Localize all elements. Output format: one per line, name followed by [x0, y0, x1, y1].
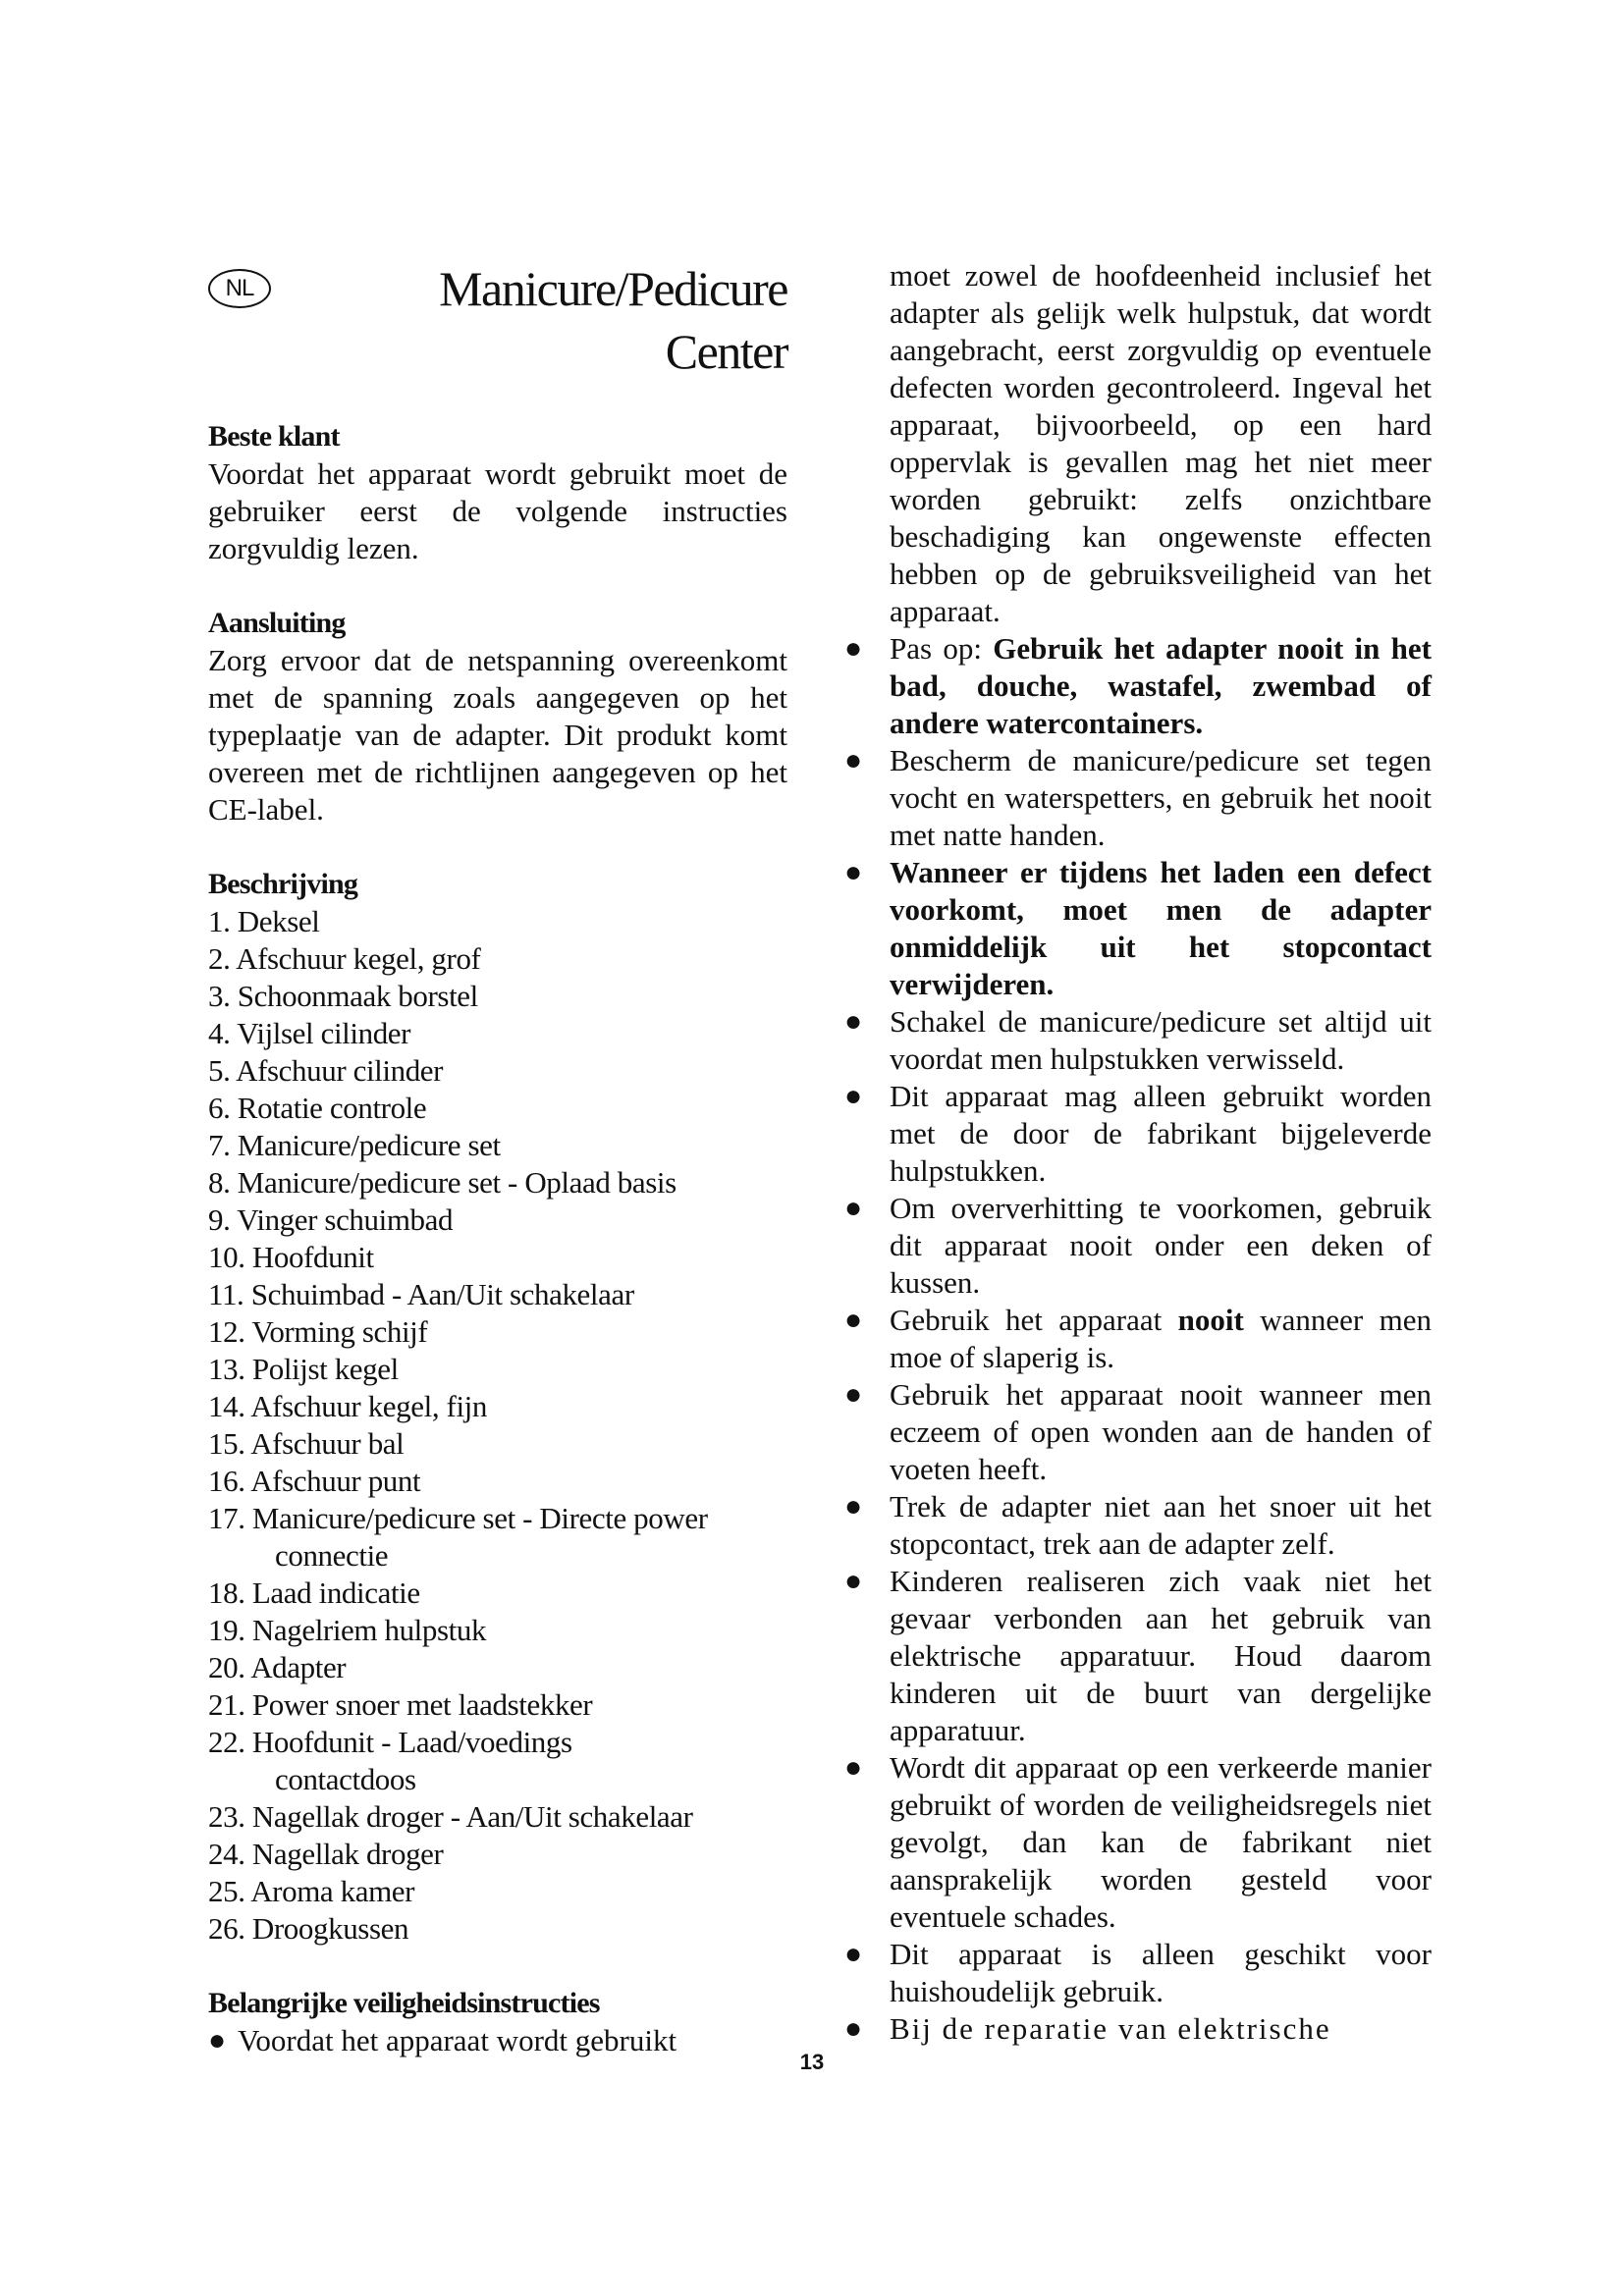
right-column: [844, 257, 1432, 2048]
page-header: [208, 257, 787, 387]
list-item: 6. Rotatie controle: [208, 1091, 427, 1125]
safety-bullet: ● Pas op: Gebruik het adapter nooit in het bad, douche, wastafel, zwembad of andere watercontainers.: [844, 631, 1433, 740]
title-line-1: Manicure/Pedicure: [439, 261, 787, 316]
safety-bullet: ● Trek de adapter niet aan het snoer uit het stopcontact, trek aan de adapter zelf.: [844, 1489, 1432, 1561]
list-item: 11. Schuimbad - Aan/Uit schakelaar: [208, 1277, 634, 1311]
safety-bullet: ● Wanneer er tijdens het laden een defect voorkomt, moet men de adapter onmiddelijk uit het stopcontact verwijderen.: [844, 855, 1432, 1001]
list-item-continuation: connectie: [275, 1538, 389, 1573]
section-heading-aansluiting: Aansluiting: [208, 607, 346, 639]
bullet-icon: ●: [208, 2024, 227, 2056]
list-item: 12. Vorming schijf: [208, 1314, 428, 1349]
safety-bullet: ● Kinderen realiseren zich vaak niet het gevaar verbonden aan het gebruik van elektrische apparatuur. Houd daarom kinderen uit de buurt van dergelijke apparatuur.: [844, 1564, 1432, 1747]
list-item: 2. Afschuur kegel, grof: [208, 941, 481, 976]
list-item: 19. Nagelriem hulpstuk: [208, 1613, 487, 1647]
list-item: 10. Hoofdunit: [208, 1240, 374, 1274]
list-item: 5. Afschuur cilinder: [208, 1053, 444, 1088]
list-item: 14. Afschuur kegel, fijn: [208, 1389, 487, 1423]
safety-bullet: ● Voordat het apparaat wordt gebruikt: [208, 2023, 677, 2057]
safety-bullet: ● Gebruik het apparaat nooit wanneer men eczeem of open wonden aan de handen of voeten heeft.: [844, 1377, 1432, 1486]
list-item: 3. Schoonmaak borstel: [208, 979, 478, 1013]
bullet-icon: ●: [844, 744, 863, 776]
page-number: 13: [799, 2050, 825, 2074]
bullet-icon: ●: [844, 1751, 863, 1784]
list-item-continuation: contactdoos: [275, 1762, 416, 1796]
bullet-icon: ●: [844, 1080, 863, 1112]
bullet-icon: ●: [844, 1565, 863, 1597]
left-column: [208, 257, 787, 2059]
safety-bullet: ● Dit apparaat is alleen geschikt voor huishoudelijk gebruik.: [844, 1937, 1432, 2008]
title-line-2: Center: [665, 324, 787, 379]
list-item: 1. Deksel: [208, 904, 320, 938]
list-item: 8. Manicure/pedicure set - Oplaad basis: [208, 1165, 677, 1200]
list-item: 23. Nagellak droger - Aan/Uit schakelaar: [208, 1799, 693, 1834]
intro-paragraph: Voordat het apparaat wordt gebruikt moet de gebruiker eerst de volgende instructies zorgvuldig lezen.: [208, 456, 787, 565]
aansluiting-paragraph: Zorg ervoor dat de netspanning overeenkomt met de spanning zoals aangegeven op het typeplaatje van de adapter. Dit produkt komt overeen met de richtlijnen aangegeven op het CE-label.: [208, 643, 787, 827]
list-item: 9. Vinger schuimbad: [208, 1202, 454, 1237]
safety-bullet: ● Bescherm de manicure/pedicure set tegen vocht en waterspetters, en gebruik het nooit met natte handen.: [844, 743, 1432, 852]
bullet-icon: ●: [844, 856, 863, 888]
bullet-icon: ●: [844, 1490, 863, 1522]
bullet-icon: ●: [844, 1005, 863, 1038]
list-item: 22. Hoofdunit - Laad/voedings: [208, 1725, 572, 1759]
section-heading-beste-klant: Beste klant: [208, 420, 340, 453]
safety-bullet: ● Wordt dit apparaat op een verkeerde manier gebruikt of worden de veiligheidsregels niet gevolgt, dan kan de fabrikant niet aansprakelijk worden gesteld voor eventuele schades.: [844, 1750, 1432, 1934]
list-item: 4. Vijlsel cilinder: [208, 1016, 411, 1050]
list-item: 13. Polijst kegel: [208, 1352, 399, 1386]
list-item: 21. Power snoer met laadstekker: [208, 1687, 593, 1722]
bullet-icon: ●: [844, 1192, 863, 1224]
safety-bullet: ● Om oververhitting te voorkomen, gebruik dit apparaat nooit onder een deken of kussen.: [844, 1191, 1432, 1300]
bullet-icon: ●: [844, 1304, 863, 1336]
list-item: 17. Manicure/pedicure set - Directe power: [208, 1501, 708, 1535]
safety-bullet-continuation: moet zowel de hoofdeenheid inclusief het adapter als gelijk welk hulpstuk, dat wordt aangebracht, eerst zorgvuldig op eventuele defecten worden gecontroleerd. Ingeval het apparaat, bijvoorbeeld, op een hard oppervlak is gevallen mag het niet meer worden gebruikt: zelfs onzichtbare beschadiging kan ongewenste effecten hebben op de gebruiksveiligheid van het apparaat.: [890, 258, 1432, 628]
safety-bullet: ● Dit apparaat mag alleen gebruikt worden met de door de fabrikant bijgeleverde hulpstukken.: [844, 1079, 1432, 1188]
list-item: 25. Aroma kamer: [208, 1874, 415, 1908]
bullet-icon: ●: [844, 1378, 863, 1411]
list-item: 15. Afschuur bal: [208, 1426, 405, 1461]
list-item: 18. Laad indicatie: [208, 1575, 420, 1610]
list-item: 20. Adapter: [208, 1650, 347, 1684]
bullet-icon: ●: [844, 2012, 863, 2045]
list-item: 16. Afschuur punt: [208, 1464, 421, 1498]
list-item: 26. Droogkussen: [208, 1911, 409, 1946]
safety-bullet: ● Schakel de manicure/pedicure set altijd uit voordat men hulpstukken verwisseld.: [844, 1004, 1432, 1076]
safety-bullet: ● Gebruik het apparaat nooit wanneer men moe of slaperig is.: [844, 1303, 1432, 1374]
list-item: 24. Nagellak droger: [208, 1837, 444, 1871]
section-heading-beschrijving: Beschrijving: [208, 868, 358, 900]
language-badge: NL: [208, 269, 271, 308]
bullet-icon: ●: [844, 1938, 863, 1970]
page-title: [439, 257, 787, 383]
list-item: 7. Manicure/pedicure set: [208, 1128, 501, 1162]
bullet-icon: ●: [844, 632, 863, 665]
safety-bullet: ● Bij de reparatie van elektrische: [844, 2011, 1331, 2046]
section-heading-veiligheid: Belangrijke veiligheidsinstructies: [208, 1987, 600, 2019]
parts-list: [208, 903, 787, 1948]
